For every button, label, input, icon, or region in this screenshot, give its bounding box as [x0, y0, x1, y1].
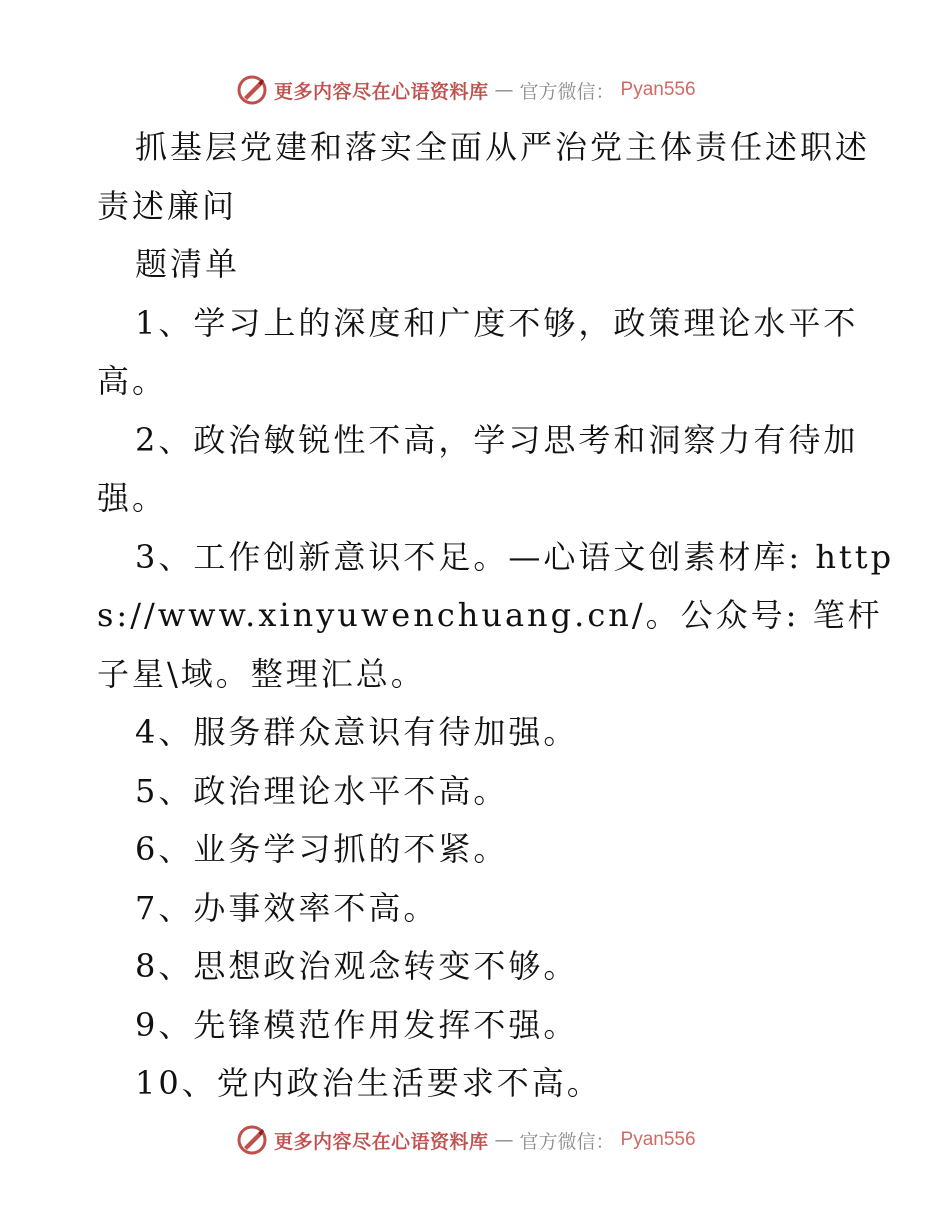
- watermark-wechat-label: 官方微信：: [519, 80, 615, 103]
- document-body: [97, 118, 897, 1113]
- document-paragraph: 10、党内政治生活要求不高。: [135, 1064, 602, 1102]
- watermark-wechat-id: Pyan556: [620, 1129, 696, 1150]
- document-paragraph: 4、服务群众意识有待加强。: [135, 713, 579, 751]
- watermark-dash: —: [494, 79, 514, 101]
- document-paragraph: 7、办事效率不高。: [135, 888, 439, 927]
- document-paragraph: 1、学习上的深度和广度不够，政策理论水平不高。: [97, 303, 859, 400]
- document-paragraph: 6、业务学习抓的不紧。: [135, 830, 509, 868]
- document-paragraph: 8、思想政治观念转变不够。: [135, 947, 579, 985]
- footer-watermark: [236, 1122, 696, 1158]
- watermark-brand-text: 更多内容尽在心语资料库: [274, 80, 489, 103]
- document-paragraph: 题清单: [135, 245, 241, 283]
- document-paragraph: 9、先锋模范作用发挥不强。: [135, 1005, 579, 1044]
- header-watermark: [236, 72, 696, 108]
- document-paragraph: 3、工作创新意识不足。—心语文创素材库: https://www.xinyuwenchuang.cn/。公众号: 笔杆子星\域。整理汇总。: [97, 537, 895, 693]
- document-paragraph: 5、政治理论水平不高。: [135, 771, 509, 810]
- brand-logo-icon: [236, 1124, 268, 1156]
- document-paragraph: 2、政治敏锐性不高，学习思考和洞察力有待加强。: [97, 420, 859, 517]
- document-paragraph: 抓基层党建和落实全面从严治党主体责任述职述责述廉问: [97, 128, 871, 225]
- watermark-wechat-label: 官方微信：: [519, 1130, 615, 1153]
- watermark-dash: —: [494, 1129, 514, 1151]
- watermark-brand-text: 更多内容尽在心语资料库: [274, 1130, 489, 1153]
- watermark-wechat-id: Pyan556: [620, 79, 696, 100]
- brand-logo-icon: [236, 74, 268, 106]
